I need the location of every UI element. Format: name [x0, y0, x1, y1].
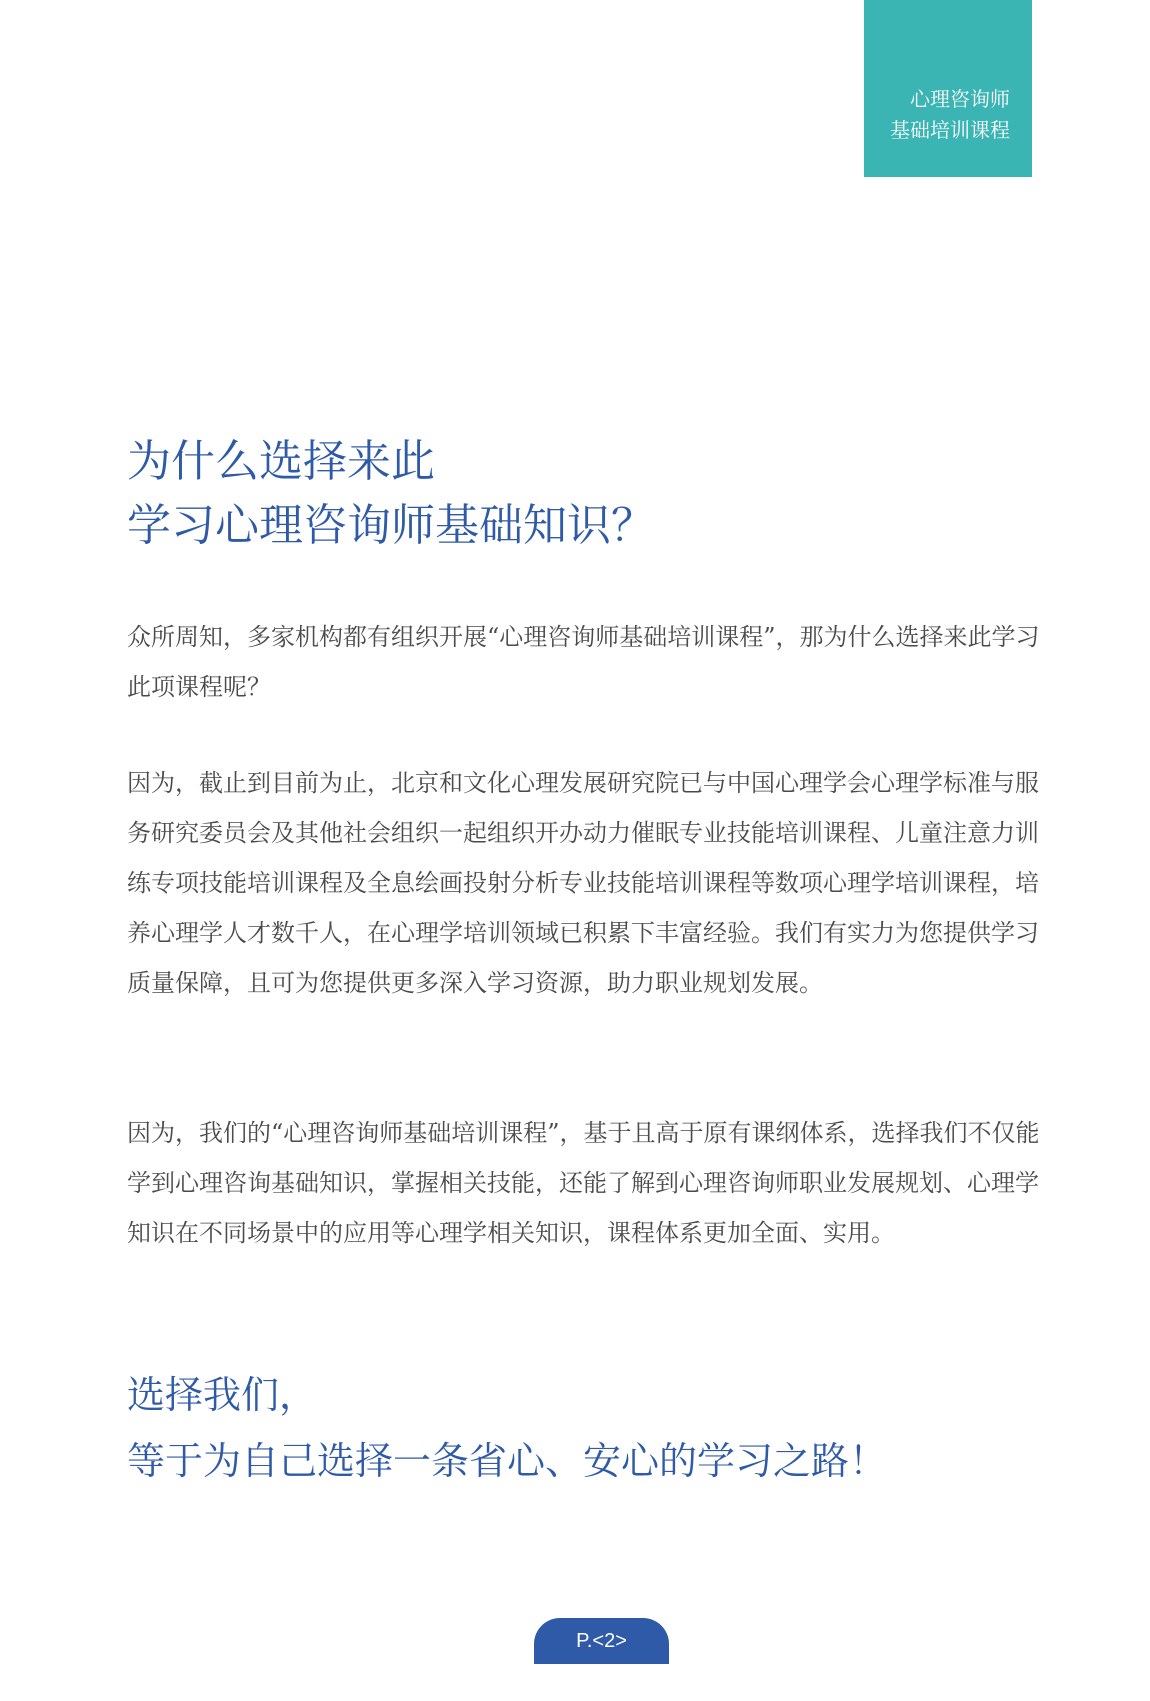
header-tab	[864, 0, 1032, 177]
page-title	[127, 430, 655, 558]
page-title-line1: 为什么选择来此	[127, 436, 435, 487]
closing-line2: 等于为自己选择一条省心、安心的学习之路！	[127, 1439, 888, 1483]
experience-paragraph: 因为，截止到目前为止，北京和文化心理发展研究院已与中国心理学会心理学标准与服务研究委员会及其他社会组织一起组织开办动力催眠专业技能培训课程、儿童注意力训练专项技能培训课程及全息绘画投射分析专业技能培训课程等数项心理学培训课程，培养心理学人才数千人，在心理学培训领域已积累下丰富经验。我们有实力为您提供学习质量保障，且可为您提供更多深入学习资源，助力职业规划发展。	[127, 769, 1039, 997]
page-number: P.<2>	[534, 1618, 669, 1664]
header-tab-line1: 心理咨询师	[910, 87, 1010, 111]
page-title-line2: 学习心理咨询师基础知识？	[127, 500, 655, 551]
curriculum-paragraph: 因为，我们的“心理咨询师基础培训课程”，基于且高于原有课纲体系，选择我们不仅能学到心理咨询基础知识，掌握相关技能，还能了解到心理咨询师职业发展规划、心理学知识在不同场景中的应用等心理学相关知识，课程体系更加全面、实用。	[127, 1119, 1040, 1247]
header-tab-line2: 基础培训课程	[890, 118, 1010, 142]
closing-statement	[127, 1362, 887, 1494]
intro-paragraph: 众所周知，多家机构都有组织开展“心理咨询师基础培训课程”，那为什么选择来此学习此项课程呢？	[127, 623, 1040, 701]
closing-line1: 选择我们，	[127, 1373, 318, 1417]
